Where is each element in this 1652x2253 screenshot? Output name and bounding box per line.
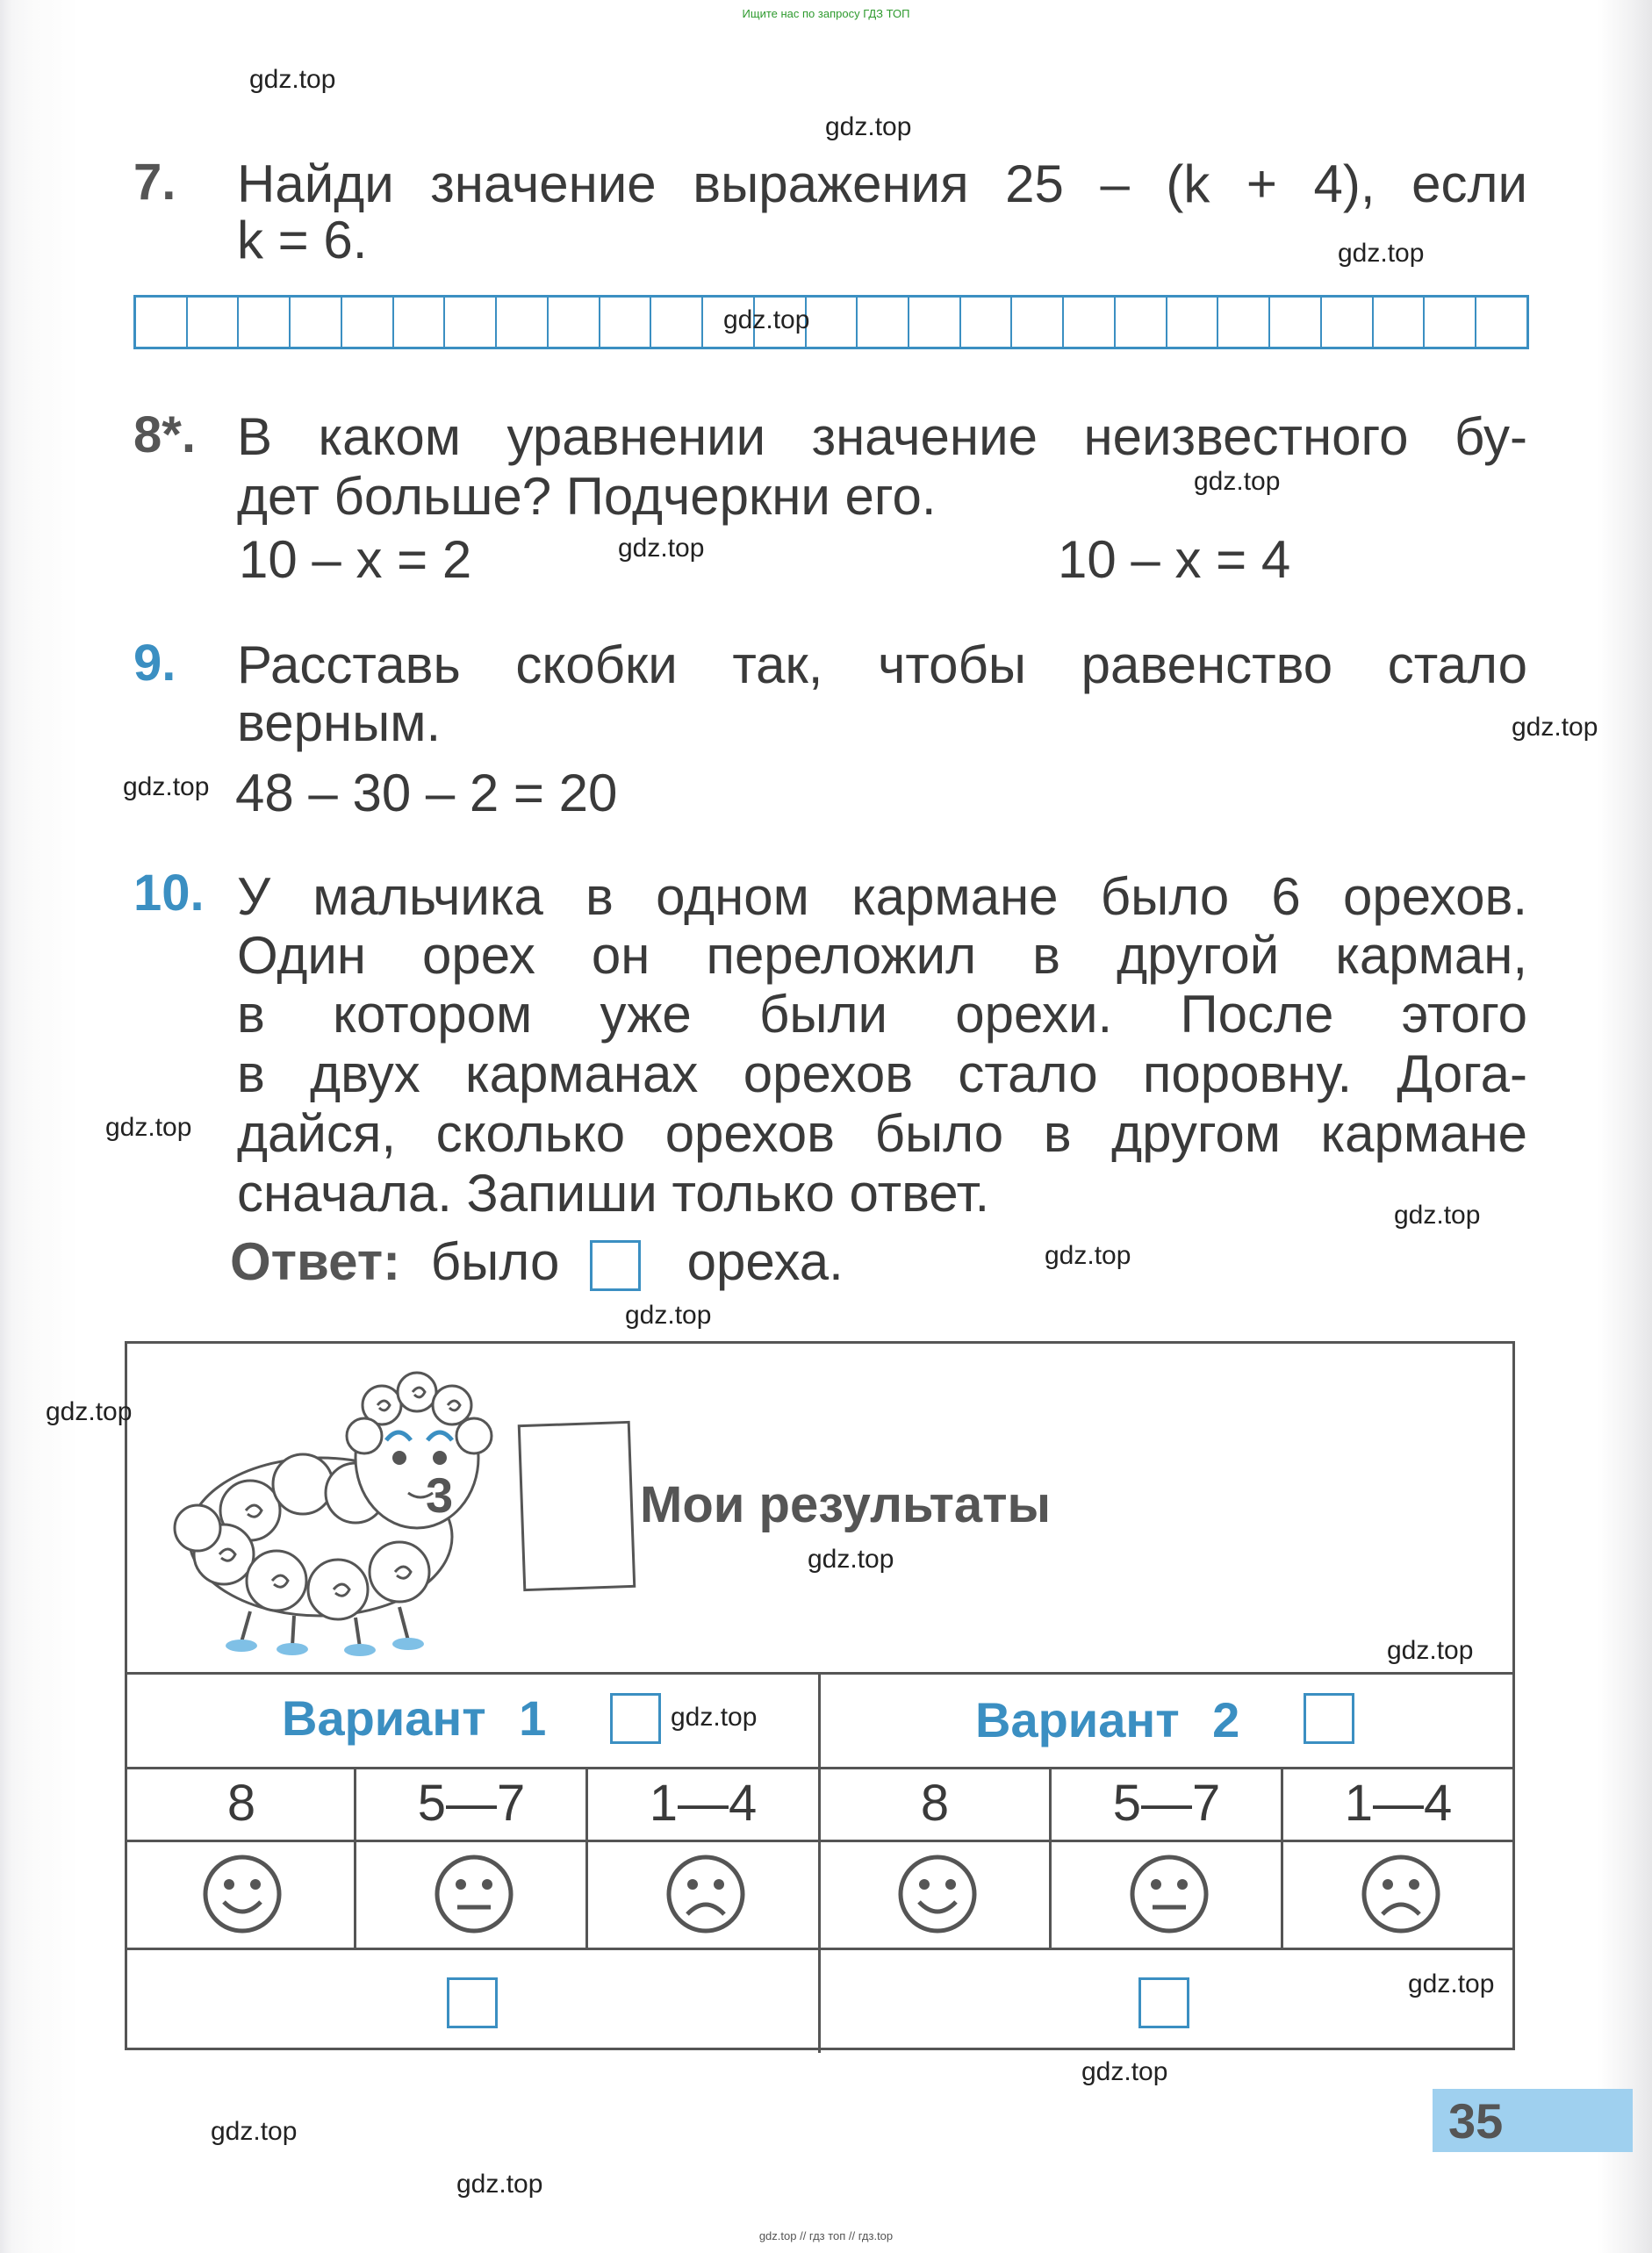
watermark: gdz.top (1194, 467, 1281, 496)
score-v2-8: 8 (920, 1775, 950, 1832)
happy-face-icon[interactable] (896, 1853, 979, 1935)
results-col-divider-2 (585, 1767, 588, 1948)
answer-cells[interactable] (133, 295, 1529, 349)
watermark: gdz.top (618, 534, 705, 563)
task10-line3: в котором уже были орехи. После этого (237, 985, 1527, 1044)
answer-cell[interactable] (1167, 298, 1219, 347)
neutral-face-icon[interactable] (433, 1853, 515, 1935)
task10-line6: сначала. Запиши только ответ. (237, 1164, 990, 1223)
answer-cell[interactable] (1064, 298, 1116, 347)
watermark: gdz.top (808, 1545, 894, 1574)
score-v2-1-4: 1—4 (1344, 1775, 1453, 1832)
answer-after: ореха. (686, 1232, 844, 1291)
watermark: gdz.top (1045, 1241, 1131, 1270)
answer-label: Ответ: (230, 1232, 401, 1291)
task8-equation-1[interactable]: 10 – x = 2 (239, 530, 472, 589)
answer-cell[interactable] (1322, 298, 1374, 347)
watermark: gdz.top (1394, 1201, 1481, 1230)
watermark: gdz.top (1512, 713, 1598, 742)
task10-line1: У мальчика в одном кармане было 6 орехов. (237, 867, 1527, 926)
watermark: gdz.top (1338, 239, 1425, 268)
watermark: gdz.top (1408, 1970, 1495, 1998)
watermark: gdz.top (249, 65, 336, 94)
answer-before: было (430, 1232, 560, 1291)
header-note: Ищите нас по запросу ГДЗ ТОП (742, 7, 910, 20)
answer-cell[interactable] (1374, 298, 1426, 347)
watermark: gdz.top (723, 305, 810, 334)
results-col-divider-3 (1049, 1767, 1052, 1948)
task7-line1: Найди значение выражения 25 – (k + 4), если (237, 154, 1527, 213)
watermark: gdz.top (123, 772, 210, 801)
watermark: gdz.top (46, 1397, 133, 1426)
task8-line2: дет больше? Подчеркни его. (237, 467, 937, 526)
task8-number: 8*. (133, 406, 196, 463)
answer-cell[interactable] (600, 298, 652, 347)
task8-line1: В каком уравнении значение неизвестного бу- (237, 407, 1527, 466)
answer-cell[interactable] (239, 298, 291, 347)
watermark: gdz.top (211, 2117, 298, 2146)
answer-cell[interactable] (1425, 298, 1476, 347)
answer-cell[interactable] (497, 298, 549, 347)
answer-cell[interactable] (394, 298, 446, 347)
answer-cell[interactable] (807, 298, 858, 347)
watermark: gdz.top (1387, 1636, 1474, 1665)
answer-cell[interactable] (1012, 298, 1064, 347)
watermark: gdz.top (456, 2170, 543, 2199)
score-v1-8: 8 (226, 1775, 256, 1832)
answer-cell[interactable] (445, 298, 497, 347)
variant1-box[interactable] (610, 1693, 661, 1744)
watermark: gdz.top (825, 112, 912, 141)
neutral-face-icon[interactable] (1128, 1853, 1210, 1935)
answer-cell[interactable] (1218, 298, 1270, 347)
watermark: gdz.top (625, 1301, 712, 1330)
answer-cell[interactable] (1116, 298, 1167, 347)
page-number: 35 (1433, 2089, 1633, 2152)
task9-equation[interactable]: 48 – 30 – 2 = 20 (235, 764, 618, 822)
variant1-result-box[interactable] (447, 1977, 498, 2028)
results-title: Мои результаты (640, 1476, 1052, 1533)
results-table (125, 1341, 1515, 2050)
results-flag (518, 1421, 636, 1591)
score-v1-1-4: 1—4 (649, 1775, 758, 1832)
answer-box[interactable] (590, 1240, 641, 1291)
watermark: gdz.top (105, 1113, 192, 1142)
footer-note: gdz.top // гдз топ // гдз.top (758, 2229, 894, 2242)
variant2-box[interactable] (1304, 1693, 1354, 1744)
answer-cell[interactable] (291, 298, 342, 347)
variant1-label: Вариант 1 (282, 1690, 547, 1746)
answer-cell[interactable] (1476, 298, 1526, 347)
sad-face-icon[interactable] (1360, 1853, 1442, 1935)
task8-equation-2[interactable]: 10 – x = 4 (1058, 530, 1291, 589)
task9-line1: Расставь скобки так, чтобы равенство стало (237, 635, 1527, 694)
variant2-result-box[interactable] (1138, 1977, 1189, 2028)
task9-line2: верным. (237, 693, 442, 752)
answer-cell[interactable] (549, 298, 600, 347)
score-v1-5-7: 5—7 (417, 1775, 526, 1832)
variant2-label: Вариант 2 (975, 1692, 1240, 1747)
task10-line4: в двух карманах орехов стало поровну. Дога- (237, 1044, 1527, 1103)
results-center-divider (818, 1672, 821, 2053)
task10-answer-row (230, 1232, 844, 1292)
task10-number: 10. (133, 865, 205, 922)
answer-cell[interactable] (961, 298, 1013, 347)
answer-cell[interactable] (1270, 298, 1322, 347)
task7-number: 7. (133, 154, 176, 211)
results-flag-number: 3 (426, 1467, 454, 1523)
task9-number: 9. (133, 635, 176, 692)
watermark: gdz.top (671, 1703, 758, 1732)
answer-cell[interactable] (909, 298, 961, 347)
happy-face-icon[interactable] (201, 1853, 284, 1935)
answer-cell[interactable] (188, 298, 240, 347)
answer-cell[interactable] (136, 298, 188, 347)
results-col-divider-4 (1281, 1767, 1283, 1948)
task7-line2: k = 6. (237, 211, 368, 269)
answer-cell[interactable] (858, 298, 909, 347)
watermark: gdz.top (1081, 2057, 1168, 2086)
task10-line5: дайся, сколько орехов было в другом кармане (237, 1104, 1527, 1163)
answer-cell[interactable] (342, 298, 394, 347)
score-v2-5-7: 5—7 (1112, 1775, 1221, 1832)
sad-face-icon[interactable] (664, 1853, 747, 1935)
lamb-illustration (145, 1361, 531, 1660)
task10-line2: Один орех он переложил в другой карман, (237, 926, 1527, 985)
answer-cell[interactable] (651, 298, 703, 347)
